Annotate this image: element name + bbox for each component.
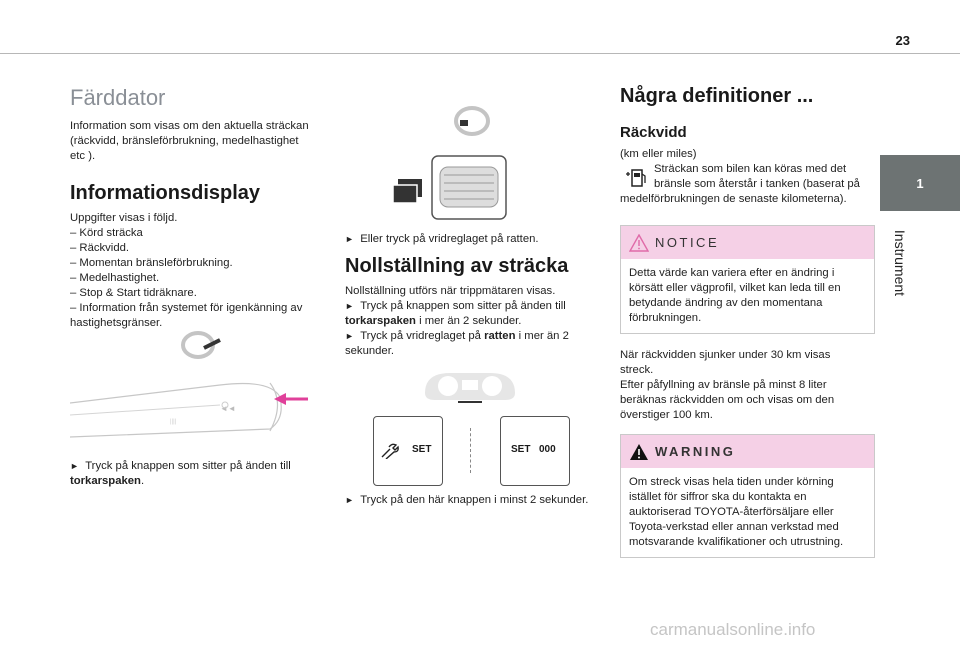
chapter-number: 1 bbox=[916, 175, 924, 191]
warning-line: auktoriserad TOYOTA-återförsäljare eller bbox=[629, 506, 834, 518]
notice-header bbox=[621, 226, 874, 259]
note-line: streck. bbox=[620, 364, 654, 376]
set-label: SET bbox=[511, 444, 531, 455]
dashboard-illustration bbox=[420, 368, 520, 408]
step-arrow: ► bbox=[345, 331, 354, 341]
note-line: Efter påfyllning av bränsle på minst 8 liter bbox=[620, 379, 827, 391]
list-item: – Körd sträcka bbox=[70, 227, 143, 239]
step-text: Tryck på knappen som sitter på änden till bbox=[85, 460, 291, 472]
column-1 bbox=[70, 85, 330, 331]
range-notes bbox=[620, 348, 875, 423]
range-heading: Räckvidd bbox=[620, 124, 687, 141]
note-line: beräknas räckvidden om och visas om den bbox=[620, 394, 835, 406]
notice-line: betydande ändring av den momentana bbox=[629, 297, 823, 309]
notice-line: förbrukningen. bbox=[629, 312, 702, 324]
intro-line: Information som visas om den aktuella sträckan bbox=[70, 120, 309, 132]
svg-text:◄◄: ◄◄ bbox=[220, 404, 236, 413]
list-item: – Räckvidd. bbox=[70, 242, 130, 254]
steering-wheel-icon bbox=[180, 330, 224, 360]
note-line: När räckvidden sjunker under 30 km visas bbox=[620, 349, 831, 361]
list-item: – Information från systemet för igenkänning av bbox=[70, 302, 303, 314]
range-line: Sträckan som bilen kan köras med det bbox=[654, 163, 847, 175]
set-button-panel[interactable] bbox=[373, 416, 443, 486]
step-bold-term: torkarspaken bbox=[70, 475, 141, 487]
warning-triangle-icon bbox=[629, 443, 649, 461]
warning-line: Om streck visas hela tiden under körning bbox=[629, 476, 834, 488]
col2-step1 bbox=[345, 232, 605, 247]
notice-line: körsätt eller vägprofil, vilket kan leda till en bbox=[629, 282, 841, 294]
notice-body bbox=[621, 259, 874, 333]
display-list bbox=[70, 211, 330, 331]
range-text bbox=[620, 147, 875, 207]
watermark: carmanualsonline.info bbox=[650, 620, 816, 639]
reset-bold-term: ratten bbox=[484, 330, 516, 342]
set-label: SET bbox=[412, 444, 432, 455]
column-3 bbox=[620, 85, 875, 558]
section-title: Färddator bbox=[70, 85, 166, 110]
step-arrow: ► bbox=[345, 234, 354, 244]
chapter-label: Instrument bbox=[892, 229, 908, 297]
reset-step-text: Tryck på knappen som sitter på änden till bbox=[360, 300, 566, 312]
fuel-pump-icon bbox=[624, 166, 648, 190]
steering-wheel-icon bbox=[452, 104, 492, 138]
reset-step-text: i mer än 2 bbox=[515, 330, 569, 342]
divider bbox=[470, 428, 472, 473]
warning-header bbox=[621, 435, 874, 468]
step-arrow: ► bbox=[345, 301, 354, 311]
notice-line: Detta värde kan variera efter en ändring i bbox=[629, 267, 835, 279]
reset-step-text: Tryck på vridreglaget på bbox=[360, 330, 485, 342]
warning-line: istället för siffror ska du kontakta en bbox=[629, 491, 807, 503]
column-2 bbox=[345, 255, 610, 359]
step-end: . bbox=[140, 475, 145, 487]
page-number: 23 bbox=[895, 33, 910, 48]
reset-step-text: i mer än 2 sekunder. bbox=[415, 315, 522, 327]
wiper-stalk-illustration bbox=[70, 375, 310, 445]
reset-bold-term: torkarspaken bbox=[345, 315, 416, 327]
notice-title: NOTICE bbox=[655, 235, 720, 250]
col1-step bbox=[70, 459, 330, 489]
reset-step-text: sekunder. bbox=[345, 345, 394, 357]
definitions-heading: Några definitioner ... bbox=[620, 85, 814, 107]
warning-line: motsvarande kvalifikationer och utrustning. bbox=[629, 536, 844, 548]
list-item: hastighetsgränser. bbox=[70, 317, 163, 329]
list-item: – Medelhastighet. bbox=[70, 272, 160, 284]
header-rule bbox=[0, 53, 960, 54]
reset-intro: Nollställning utförs när trippmätaren visas. bbox=[345, 285, 556, 297]
intro-text bbox=[70, 119, 330, 164]
display-heading: Informationsdisplay bbox=[70, 182, 261, 204]
intro-line: etc ). bbox=[70, 150, 96, 162]
warning-title: WARNING bbox=[655, 444, 736, 459]
step-text: Eller tryck på vridreglaget på ratten. bbox=[360, 233, 539, 245]
warning-line: Toyota-verkstad eller annan verkstad med bbox=[629, 521, 839, 533]
col2-step2 bbox=[345, 493, 610, 508]
svg-text:||||: |||| bbox=[170, 419, 177, 425]
wrench-icon bbox=[380, 443, 400, 459]
step-arrow: ► bbox=[70, 461, 79, 471]
warning-body bbox=[621, 468, 874, 557]
notice-box bbox=[620, 225, 875, 334]
reset-instructions bbox=[345, 284, 610, 359]
list-item: – Momentan bränsleförbrukning. bbox=[70, 257, 233, 269]
step-arrow: ► bbox=[345, 495, 354, 505]
step-text: Tryck på den här knappen i minst 2 sekunder. bbox=[360, 494, 589, 506]
list-item: – Stop & Start tidräknare. bbox=[70, 287, 197, 299]
range-line: bränsle som återstår i tanken (baserat på bbox=[654, 178, 860, 190]
warning-box bbox=[620, 434, 875, 558]
list-item: Uppgifter visas i följd. bbox=[70, 212, 178, 224]
set-000-button-panel[interactable] bbox=[500, 416, 570, 486]
thumbwheel-illustration bbox=[388, 155, 508, 220]
reset-heading: Nollställning av sträcka bbox=[345, 255, 569, 277]
range-line: medelförbrukningen de senaste kilometerna). bbox=[620, 193, 847, 205]
range-unit: (km eller miles) bbox=[620, 148, 697, 160]
zero-label: 000 bbox=[539, 444, 556, 455]
notice-triangle-icon bbox=[629, 234, 649, 252]
intro-line: (räckvidd, bränsleförbrukning, medelhastighet bbox=[70, 135, 299, 147]
note-line: överstiger 100 km. bbox=[620, 409, 713, 421]
